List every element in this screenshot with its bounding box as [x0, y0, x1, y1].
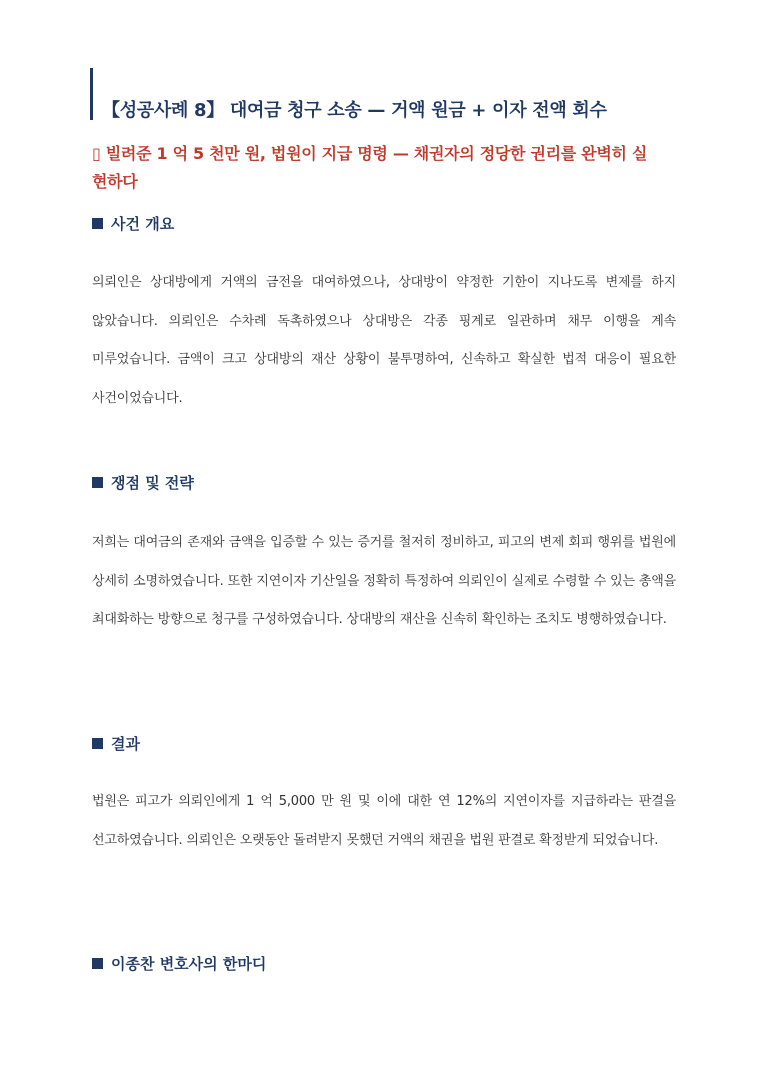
section-body-strategy: 저희는 대여금의 존재와 금액을 입증할 수 있는 증거를 철저히 정비하고, 피고의 변제 회피 행위를 법원에 상세히 소명하였습니다. 또한 지연이자 기산일을 정확히 특정하여 의뢰인이 실제로 수령할 수 있는 총액을 최대화하는 방향으로 청구를 구성하였습니다. 상대방의 재산을 신속히 확인하는 조치도 병행하였습니다.: [92, 535, 676, 627]
section-body-overview: 의뢰인은 상대방에게 거액의 금전을 대여하였으나, 상대방이 약정한 기한이 지나도록 변제를 하지 않았습니다. 의뢰인은 수차례 독촉하였으나 상대방은 각종 핑계로 일관하며 채무 이행을 계속 미루었습니다. 금액이 크고 상대방의 재산 상황이 불투명하여, 신속하고 확실한 법적 대응이 필요한 사건이었습니다.: [92, 275, 676, 406]
section-heading-result: [92, 733, 140, 754]
square-bullet-icon: [92, 477, 103, 488]
section-heading-lawyer-comment: [92, 953, 266, 974]
page-subtitle: ▯ 빌려준 1 억 5 천만 원, 법원이 지급 명령 — 채권자의 정당한 권리를 완벽히 실현하다: [92, 144, 648, 191]
page-title: 【성공사례 8】 대여금 청구 소송 — 거액 원금 + 이자 전액 회수: [102, 100, 607, 121]
section-heading-label: 결과: [111, 735, 140, 753]
title-block: [90, 68, 690, 120]
square-bullet-icon: [92, 958, 103, 969]
section-body-result: 법원은 피고가 의뢰인에게 1 억 5,000 만 원 및 이에 대한 연 12%의 지연이자를 지급하라는 판결을 선고하였습니다. 의뢰인은 오랫동안 돌려받지 못했던 거액의 채권을 법원 판결로 확정받게 되었습니다.: [92, 794, 676, 848]
section-heading-strategy: [92, 472, 194, 493]
title-accent-bar: [90, 68, 93, 120]
square-bullet-icon: [92, 738, 103, 749]
section-heading-overview: [92, 213, 174, 234]
square-bullet-icon: [92, 218, 103, 229]
section-heading-label: 사건 개요: [111, 215, 175, 233]
section-heading-label: 쟁점 및 전략: [111, 474, 194, 492]
section-heading-label: 이종찬 변호사의 한마디: [111, 955, 267, 973]
